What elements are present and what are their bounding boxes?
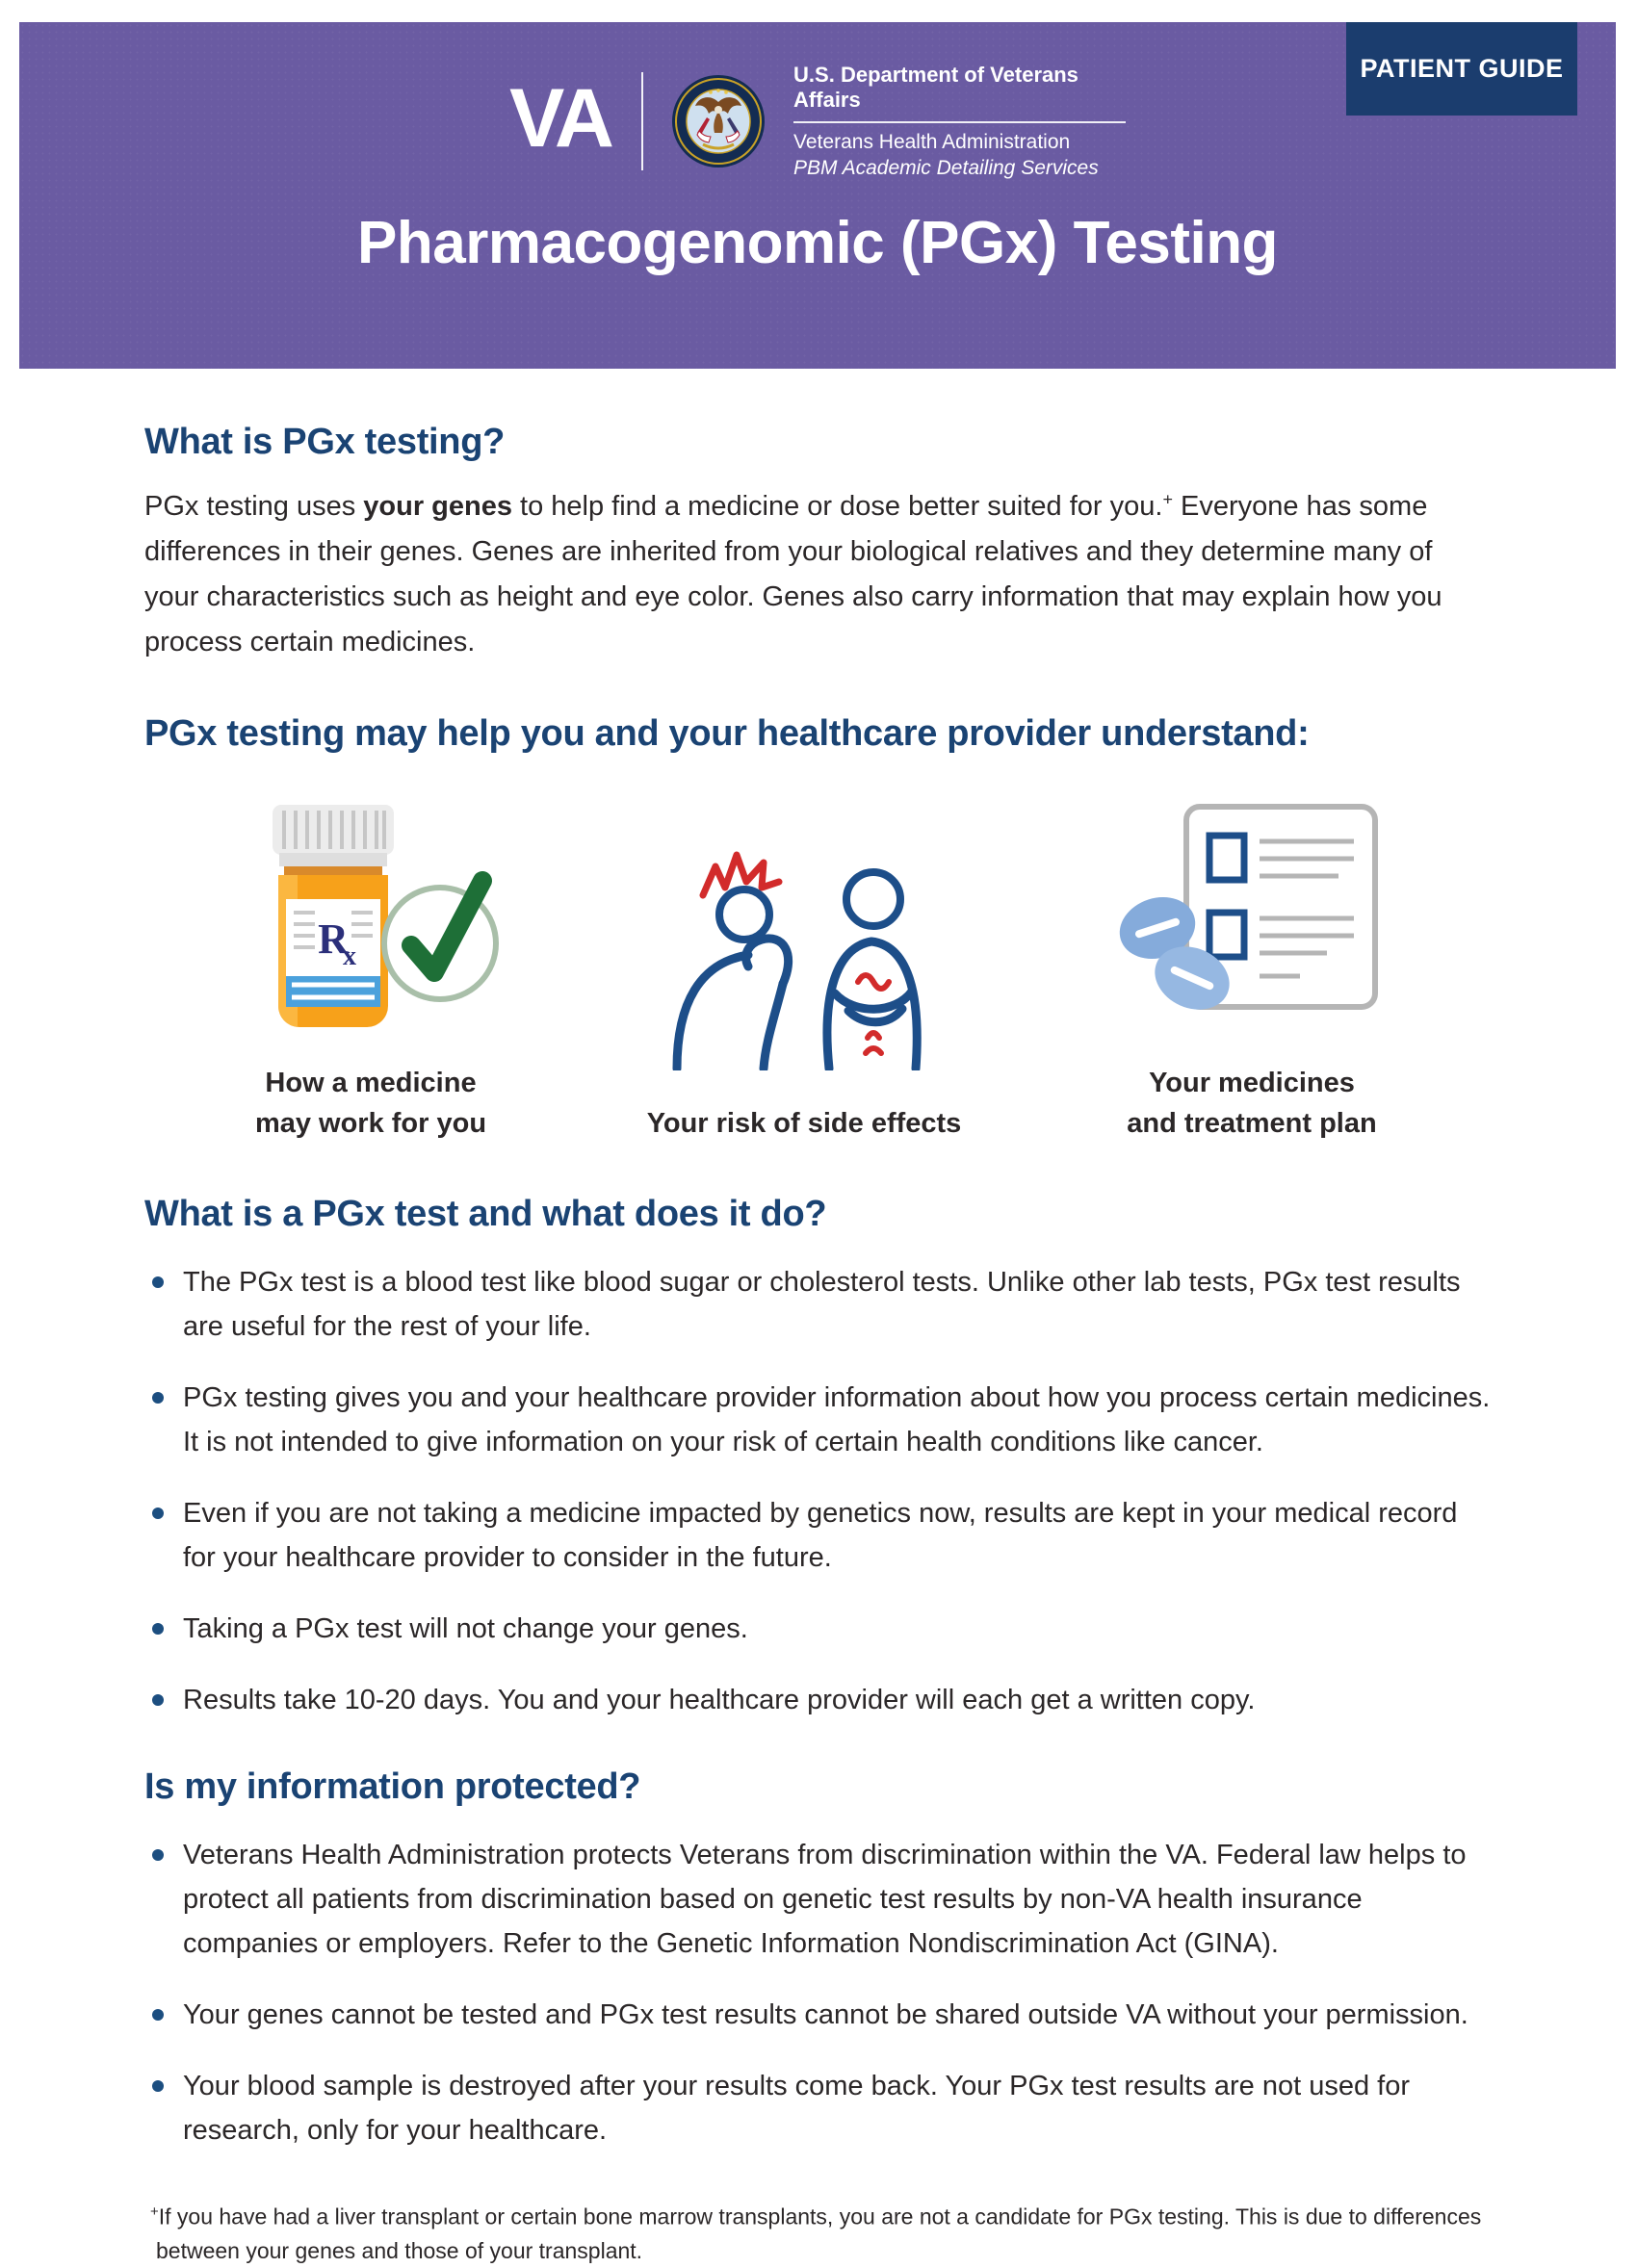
bullet-item: Even if you are not taking a medicine impacted by genetics now, results are kept in your medical record for your healthcare provider to consider in the future.	[144, 1491, 1493, 1580]
org-divider-rule	[793, 121, 1126, 123]
dept-line: U.S. Department of Veterans Affairs	[793, 63, 1078, 112]
org-text-block	[793, 63, 1126, 180]
intro-paragraph	[144, 484, 1493, 665]
admin-line: Veterans Health Administration	[793, 131, 1071, 153]
intro-part3: Everyone has some differences in their genes. Genes are inherited from your biological relatives and they determine many of your characteristics such as height and eye color. Genes also carry information that may explain how you process certain medicines.	[144, 491, 1442, 657]
caption-side-effects: Your risk of side effects	[646, 1108, 962, 1139]
pbm-line: PBM Academic Detailing Services	[793, 157, 1099, 179]
patient-guide-badge-label: PATIENT GUIDE	[1360, 54, 1564, 83]
intro-part1: PGx testing uses	[144, 491, 364, 522]
benefit-item-medicine	[144, 799, 597, 1144]
svg-text:R: R	[318, 915, 349, 963]
benefit-item-side-effects	[597, 839, 1011, 1144]
intro-part2: to help find a medicine or dose better suited for you.	[512, 491, 1163, 522]
bullet-item: PGx testing gives you and your healthcare provider information about how you process certain medicines. It is not intended to give information on your risk of certain health conditions like cancer.	[144, 1376, 1493, 1464]
pill-bottle-check-icon	[226, 799, 515, 1030]
va-logotype: VA	[508, 72, 611, 165]
intro-bold-your-genes: your genes	[363, 491, 512, 522]
bullet-item: Taking a PGx test will not change your genes.	[144, 1607, 1493, 1651]
heading-understand: PGx testing may help you and your healthcare provider understand:	[144, 713, 1310, 754]
heading-information-protected: Is my information protected?	[144, 1766, 641, 1807]
side-effects-people-icon	[660, 839, 948, 1070]
patient-guide-badge	[1346, 22, 1577, 116]
document-body: What is PGx testing? PGx testing uses your genes to help find a medicine or dose better suited for you.+ Everyone has some differences in their genes. Genes are inherited from your biological relatives and they determine many of your characteristics such as height and eye color. Genes also carry information that may explain how you process certain medicines. PGx testing may help you and your healthcare provider understand: R x How a medicine may work for you Your risk of side effects Your medicines and treatment plan What is a PGx test and what does it do? The PGx test is a blood test like blood sugar or cholesterol tests. Unlike other lab tests, PGx test results are useful for the rest of your life. PGx testing gives you and your healthcare provider information about how you process certain medicines. It is not intended to give information on your risk of certain health conditions like cancer. Even if you are not taking a medicine impacted by genetics now, results are kept in your medical record for your healthcare provider to consider in the future. Taking a PGx test will not change your genes. Results take 10-20 days. You and your healthcare provider will each get a written copy. Is my information protected? Veterans Health Administration protects Veterans from discrimination within the VA. Federal law helps to protect all patients from discrimination based on genetic test results by non-VA health insurance companies or employers. Refer to the Genetic Information Nondiscrimination Act (GINA). Your genes cannot be tested and PGx test results cannot be shared outside VA without your permission. Your blood sample is destroyed after your results come back. Your PGx test results are not used for research, only for your healthcare. +If you have had a liver transplant or certain bone marrow transplants, you are not a candidate for PGx testing. This is due to differences between your genes and those of your transplant.	[0, 369, 1637, 2118]
svg-text:x: x	[343, 941, 356, 971]
medicines-document-icon	[1107, 799, 1396, 1030]
protected-bullet-list	[144, 1833, 1493, 2146]
bullet-item: Your genes cannot be tested and PGx test results cannot be shared outside VA without your permission.	[144, 1993, 1493, 2037]
va-seal-icon	[670, 73, 767, 169]
header-banner	[19, 22, 1616, 369]
page-title: Pharmacogenomic (PGx) Testing	[357, 210, 1278, 276]
caption-medicine: How a medicine may work for you	[254, 1068, 487, 1139]
caption-treatment-plan: Your medicines and treatment plan	[1127, 1068, 1377, 1139]
bullet-item: Veterans Health Administration protects Veterans from discrimination within the VA. Federal law helps to protect all patients from discrimination based on genetic test results by non-VA health insurance companies or employers. Refer to the Genetic Information Nondiscrimination Act (GINA).	[144, 1833, 1493, 1966]
heading-what-is-pgx-testing: What is PGx testing?	[144, 422, 506, 462]
benefit-icons-row	[144, 799, 1493, 1144]
bullet-item: Your blood sample is destroyed after your results come back. Your PGx test results are not used for research, only for your healthcare.	[144, 2064, 1493, 2118]
bullet-item: The PGx test is a blood test like blood sugar or cholesterol tests. Unlike other lab tests, PGx test results are useful for the rest of your life.	[144, 1260, 1493, 1349]
benefit-item-treatment-plan	[1011, 799, 1493, 1144]
what-does-bullet-list	[144, 1260, 1493, 1722]
intro-footnote-marker: +	[1162, 489, 1173, 509]
bullet-item: Results take 10-20 days. You and your healthcare provider will each get a written copy.	[144, 1678, 1493, 1722]
logo-divider	[641, 72, 643, 170]
heading-what-does-it-do: What is a PGx test and what does it do?	[144, 1194, 827, 1234]
